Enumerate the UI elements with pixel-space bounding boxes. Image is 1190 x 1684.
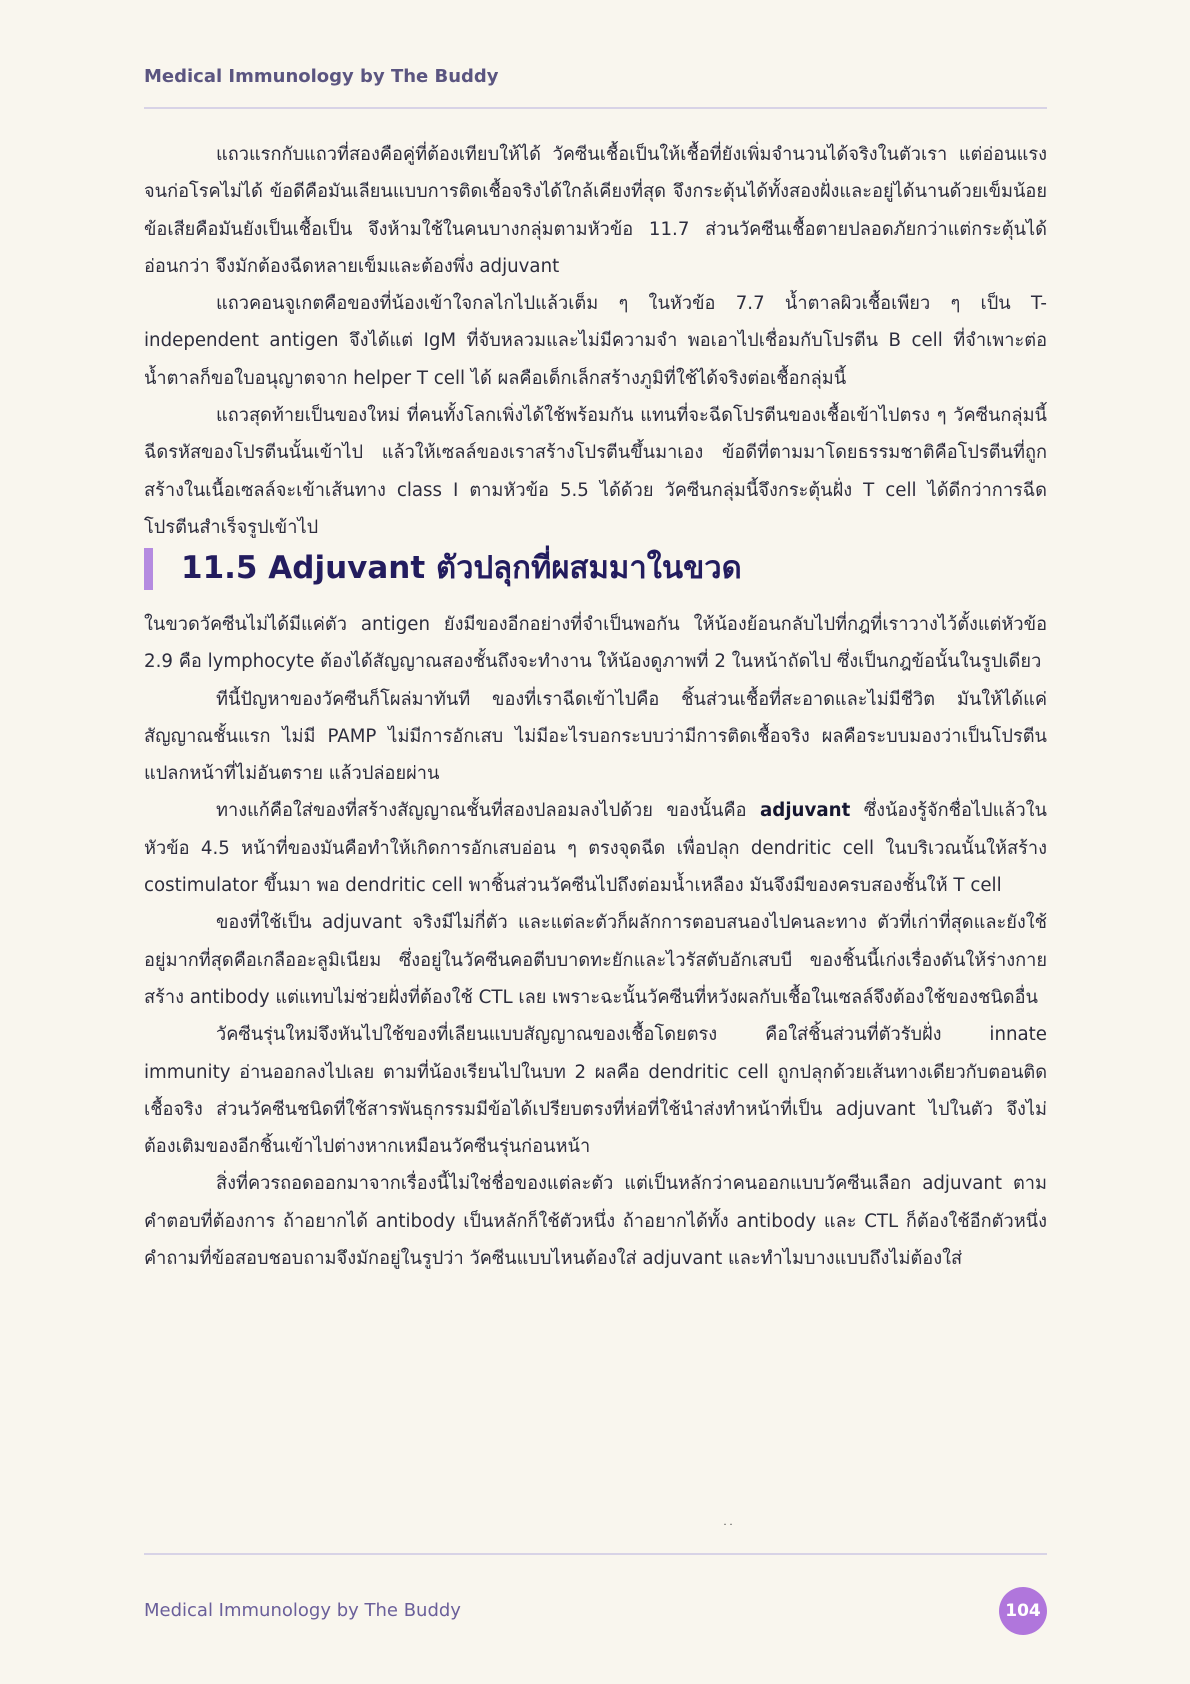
section-text: [144, 606, 1047, 1277]
heading-accent-bar: [144, 548, 153, 590]
page-mark: ˙˙: [722, 1522, 734, 1536]
paragraph-aluminium-adjuvant: ของที่ใช้เป็น adjuvant จริงมีไม่กี่ตัว และแต่ละตัวก็ผลักการตอบสนองไปคนละทาง ตัวที่เก่าที่สุดและยังใช้อยู่มากที่สุดคือเกลืออะลูมิเนียม ซึ่งอยู่ในวัคซีนคอตีบบาดทะยักและไวรัสตับอักเสบบี ของชิ้นนี้เก่งเรื่องดันให้ร่างกายสร้าง antibody แต่แทบไม่ช่วยฝั่งที่ต้องใช้ CTL เลย เพราะฉะนั้นวัคซีนที่หวังผลกับเชื้อในเซลล์จึงต้องใช้ของชนิดอื่น: [144, 912, 1047, 1008]
section-heading: [144, 546, 1047, 590]
adjuvant-term: adjuvant: [760, 800, 851, 822]
paragraph-new-vaccines: แถวสุดท้ายเป็นของใหม่ ที่คนทั้งโลกเพิ่งได้ใช้พร้อมกัน แทนที่จะฉีดโปรตีนของเชื้อเข้าไปตรง ๆ วัคซีนกลุ่มนี้ฉีดรหัสของโปรตีนนั้นเข้าไป แล้วให้เซลล์ของเราสร้างโปรตีนขึ้นมาเอง ข้อดีที่ตามมาโดยธรรมชาติคือโปรตีนที่ถูกสร้างในเนื้อเซลล์จะเข้าเส้นทาง class I ตามหัวข้อ 5.5 ได้ด้วย วัคซีนกลุ่มนี้จึงกระตุ้นฝั่ง T cell ได้ดีกว่าการฉีดโปรตีนสำเร็จรูปเข้าไป: [144, 405, 1047, 538]
paragraph-live-vs-killed: แถวแรกกับแถวที่สองคือคู่ที่ต้องเทียบให้ได้ วัคซีนเชื้อเป็นให้เชื้อที่ยังเพิ่มจำนวนได้จริงในตัวเรา แต่อ่อนแรงจนก่อโรคไม่ได้ ข้อดีคือมันเลียนแบบการติดเชื้อจริงได้ใกล้เคียงที่สุด จึงกระตุ้นได้ทั้งสองฝั่งและอยู่ได้นานด้วยเข็มน้อย ข้อเสียคือมันยังเป็นเชื้อเป็น จึงห้ามใช้ในคนบางกลุ่มตามหัวข้อ 11.7 ส่วนวัคซีนเชื้อตายปลอดภัยกว่าแต่กระตุ้นได้อ่อนกว่า จึงมักต้องฉีดหลายเข็มและต้องพึ่ง adjuvant: [144, 144, 1047, 277]
page-number-badge: 104: [999, 1587, 1047, 1635]
paragraph-takeaway: สิ่งที่ควรถอดออกมาจากเรื่องนี้ไม่ใช่ชื่อของแต่ละตัว แต่เป็นหลักว่าคนออกแบบวัคซีนเลือก adjuvant ตามคำตอบที่ต้องการ ถ้าอยากได้ antibody เป็นหลักก็ใช้ตัวหนึ่ง ถ้าอยากได้ทั้ง antibody และ CTL ก็ต้องใช้อีกตัวหนึ่ง คำถามที่ข้อสอบชอบถามจึงมักอยู่ในรูปว่า วัคซีนแบบไหนต้องใส่ adjuvant และทำไมบางแบบถึงไม่ต้องใส่: [144, 1173, 1047, 1270]
footer-title: Medical Immunology by The Buddy: [144, 1600, 461, 1621]
paragraph-adjuvant-solution: [144, 792, 1047, 904]
paragraph-vaccine-problem: ทีนี้ปัญหาของวัคซีนก็โผล่มาทันที ของที่เราฉีดเข้าไปคือ ชิ้นส่วนเชื้อที่สะอาดและไม่มีชีวิต มันให้ได้แค่สัญญาณชั้นแรก ไม่มี PAMP ไม่มีการอักเสบ ไม่มีอะไรบอกระบบว่ามีการติดเชื้อจริง ผลคือระบบมองว่าเป็นโปรตีนแปลกหน้าที่ไม่อันตราย แล้วปล่อยผ่าน: [144, 688, 1047, 785]
running-header: Medical Immunology by The Buddy: [144, 66, 499, 87]
intro-text: [144, 136, 1047, 546]
adjuvant-explanation-text: ซึ่งน้องรู้จักชื่อไปแล้วในหัวข้อ 4.5 หน้าที่ของมันคือทำให้เกิดการอักเสบอ่อน ๆ ตรงจุดฉีด เพื่อปลุก dendritic cell ในบริเวณนั้นให้สร้าง costimulator ขึ้นมา พอ dendritic cell พาชิ้นส่วนวัคซีนไปถึงต่อมน้ำเหลือง มันจึงมีของครบสองชั้นให้ T cell: [144, 800, 1047, 897]
paragraph-conjugate: แถวคอนจูเกตคือของที่น้องเข้าใจกลไกไปแล้วเต็ม ๆ ในหัวข้อ 7.7 น้ำตาลผิวเชื้อเพียว ๆ เป็น T-independent antigen จึงได้แต่ IgM ที่จับหลวมและไม่มีความจำ พอเอาไปเชื่อมกับโปรตีน B cell ที่จำเพาะต่อน้ำตาลก็ขอใบอนุญาตจาก helper T cell ได้ ผลคือเด็กเล็กสร้างภูมิที่ใช้ได้จริงต่อเชื้อกลุ่มนี้: [144, 293, 1047, 389]
header-divider: [144, 107, 1047, 109]
adjuvant-intro-text: ทางแก้คือใส่ของที่สร้างสัญญาณชั้นที่สองปลอมลงไปด้วย ของนั้นคือ: [216, 800, 761, 822]
paragraph-two-signals: ในขวดวัคซีนไม่ได้มีแค่ตัว antigen ยังมีของอีกอย่างที่จำเป็นพอกัน ให้น้องย้อนกลับไปที่กฎที่เราวางไว้ตั้งแต่หัวข้อ 2.9 คือ lymphocyte ต้องได้สัญญาณสองชั้นถึงจะทำงาน ให้น้องดูภาพที่ 2 ในหน้าถัดไป ซึ่งเป็นกฎข้อนั้นในรูปเดียว: [144, 614, 1047, 673]
paragraph-modern-adjuvants: วัคซีนรุ่นใหม่จึงหันไปใช้ของที่เลียนแบบสัญญาณของเชื้อโดยตรง คือใส่ชิ้นส่วนที่ตัวรับฝั่ง innate immunity อ่านออกลงไปเลย ตามที่น้องเรียนไปในบท 2 ผลคือ dendritic cell ถูกปลุกด้วยเส้นทางเดียวกับตอนติดเชื้อจริง ส่วนวัคซีนชนิดที่ใช้สารพันธุกรรมมีข้อได้เปรียบตรงที่ห่อที่ใช้นำส่งทำหน้าที่เป็น adjuvant ไปในตัว จึงไม่ต้องเติมของอีกชิ้นเข้าไปต่างหากเหมือนวัคซีนรุ่นก่อนหน้า: [144, 1024, 1047, 1158]
footer-divider: [144, 1553, 1047, 1555]
section-title: 11.5 Adjuvant ตัวปลุกที่ผสมมาในขวด: [181, 550, 742, 586]
